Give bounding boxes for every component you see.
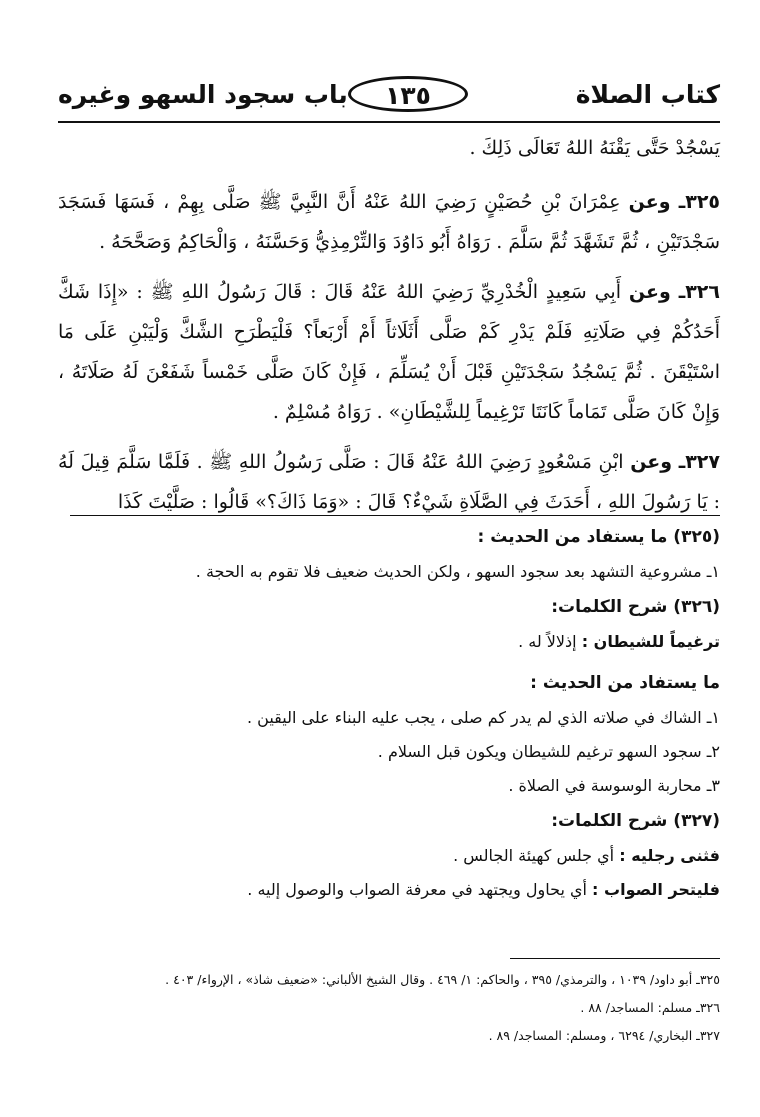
word-meaning: إذلالاً له . [518,632,577,651]
h326-benefits-title: ما يستفاد من الحديث : [530,673,720,693]
word-meaning: أي يحاول ويجتهد في معرفة الصواب والوصول إليه . [247,880,587,899]
hadith-327 [58,442,720,522]
book-title: كتاب الصلاة [575,80,720,109]
h326-words-title: (٣٢٦) شرح الكلمات: [551,597,720,617]
hadith-lead: وعن [628,281,671,303]
continuation-line: يَسْجُدْ حَتَّى يَقْنَهُ اللهُ تَعَالَى ذَلِكَ . [469,137,720,159]
h327-words-title: (٣٢٧) شرح الكلمات: [551,811,720,831]
hadith-number: ٣٢٦ـ [678,281,720,303]
page-header [58,66,720,122]
footnote-divider [510,958,720,959]
hadith-lead: وعن [628,191,671,213]
hadith-number: ٣٢٥ـ [678,191,721,213]
benefit-item: ٢ـ سجود السهو ترغيم للشيطان ويكون قبل السلام . [377,742,720,761]
hadith-325 [58,182,720,262]
defined-word: ترغيماً للشيطان : [581,632,720,651]
benefit-item: ١ـ مشروعية التشهد بعد سجود السهو ، ولكن الحديث ضعيف فلا تقوم به الحجة . [195,562,720,581]
word-definition [58,840,720,872]
defined-word: فثنى رجليه : [619,846,720,865]
word-meaning: أي جلس كهيئة الجالس . [453,846,615,865]
commentary [58,518,720,908]
word-definition [58,626,720,658]
chapter-title: باب سجود السهو وغيره [58,80,348,109]
page-number: ١٣٥ [348,76,468,112]
h325-benefits-title: (٣٢٥) ما يستفاد من الحديث : [477,527,720,547]
hadith-326 [58,272,720,432]
header-divider [58,121,720,123]
hadith-number: ٣٢٧ـ [678,451,720,473]
hadith-body: ابْنِ مَسْعُودٍ رَضِيَ اللهُ عَنْهُ قَالَ : صَلَّى رَسُولُ اللهِ ﷺ . فَلَمَّا سَلَّمَ قِيلَ لَهُ : يَا رَسُولَ اللهِ ، أَحَدَثَ فِي الصَّلَاةِ شَيْءٌ؟ قَالَ : «وَمَا ذَاكَ؟» قَالُوا : صَلَّيْتَ كَذَا [58,451,720,513]
commentary-divider [70,515,720,516]
hadith-lead: وعن [630,451,673,473]
footnotes [58,966,720,1050]
footnote: ٣٢٥ـ أبو داود/ ١٠٣٩ ، والترمذي/ ٣٩٥ ، والحاكم: ١/ ٤٦٩ . وقال الشيخ الألباني: «ضعيف شاذ» ، الإرواء/ ٤٠٣ . [165,972,720,987]
footnote: ٣٢٧ـ البخاري/ ٦٢٩٤ ، ومسلم: المساجد/ ٨٩ . [488,1028,720,1043]
word-definition [58,874,720,906]
hadith-body: عِمْرَانَ بْنِ حُصَيْنٍ رَضِيَ اللهُ عَنْهُ أَنَّ النَّبِيَّ ﷺ صَلَّى بِهِمْ ، فَسَهَا فَسَجَدَ سَجْدَتَيْنِ ، ثُمَّ تَشَهَّدَ ثُمَّ سَلَّمَ . رَوَاهُ أَبُو دَاوُدَ وَالتِّرْمِذِيُّ وَحَسَّنَهُ ، وَالْحَاكِمُ وَصَحَّحَهُ . [58,191,720,253]
benefit-item: ٣ـ محاربة الوسوسة في الصلاة . [508,776,720,795]
defined-word: فليتحر الصواب : [592,880,720,899]
footnote: ٣٢٦ـ مسلم: المساجد/ ٨٨ . [580,1000,720,1015]
hadith-body: أَبِي سَعِيدٍ الْخُدْرِيِّ رَضِيَ اللهُ عَنْهُ قَالَ : قَالَ رَسُولُ اللهِ ﷺ : «إِذَا شَكَّ أَحَدُكُمْ فِي صَلَاتِهِ فَلَمْ يَدْرِ كَمْ صَلَّى أَثَلَاثاً أَمْ أَرْبَعاً؟ فَلْيَطْرَحِ الشَّكَّ وَلْيَبْنِ عَلَى مَا اسْتَيْقَنَ . ثُمَّ يَسْجُدُ سَجْدَتَيْنِ قَبْلَ أَنْ يُسَلِّمَ ، فَإِنْ كَانَ صَلَّى خَمْساً شَفَعْنَ لَهُ صَلَاتَهُ ، وَإِنْ كَانَ صَلَّى تَمَاماً كَانَتَا تَرْغِيماً لِلشَّيْطَانِ» . رَوَاهُ مُسْلِمٌ . [58,281,720,423]
hadith-text [58,128,720,532]
benefit-item: ١ـ الشاك في صلاته الذي لم يدر كم صلى ، يجب عليه البناء على اليقين . [247,708,720,727]
